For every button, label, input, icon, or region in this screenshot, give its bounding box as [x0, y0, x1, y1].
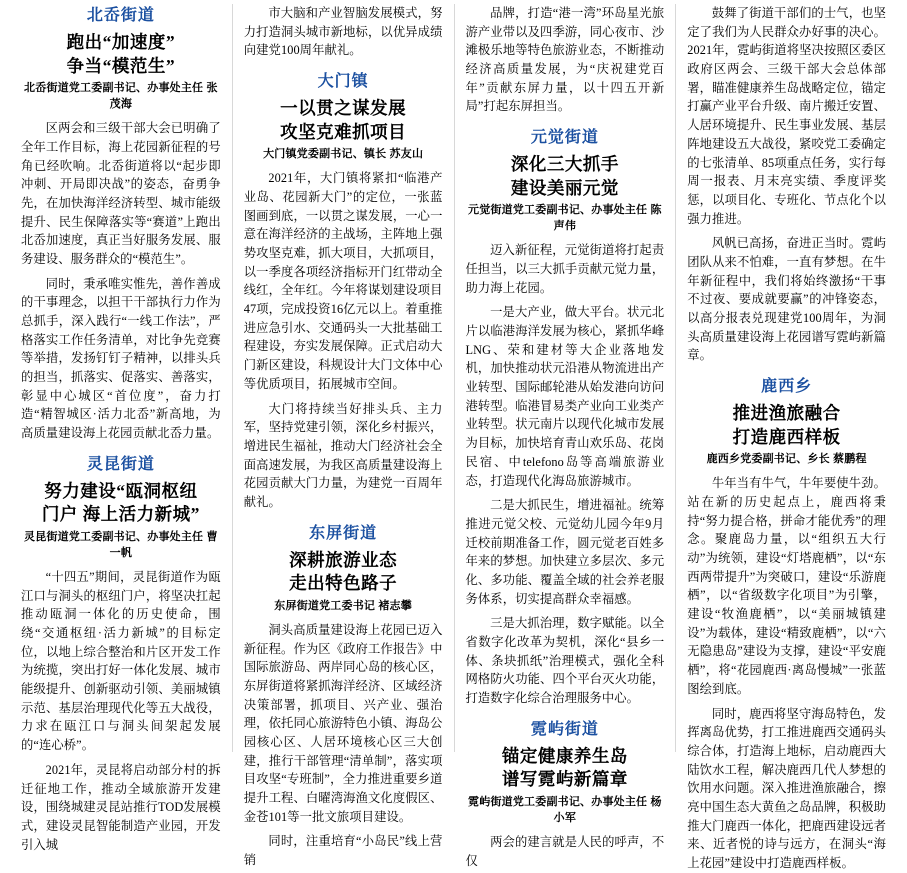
paragraph: 大门将持续当好排头兵、主力军，坚持党建引领，深化乡村振兴，增进民生福祉，推动大门经济社会全面高速发展，为我区高质量建设海上花园贡献大门力量，为建党一百周年献礼。	[243, 401, 443, 509]
article-body	[21, 119, 221, 443]
newspaper-column-2	[232, 4, 454, 868]
headline-line-2: 门户 海上活力新城”	[41, 504, 200, 525]
article-continuation-niyu	[687, 4, 886, 365]
article-headline	[244, 97, 443, 144]
headline-line-1: 深耕旅游业态	[289, 549, 398, 570]
article-headline	[21, 31, 221, 78]
article-byline: 灵昆街道党工委副书记、办事处主任 曹一帆	[24, 531, 218, 559]
headline-line-1: 深化三大抓手	[510, 154, 619, 175]
paragraph: 二是大抓民生，增进福祉。统筹推进元觉父校、元觉幼儿园今年9月迁校前期准备工作，圆元觉老百姓多年来的梦想。加快建立多层次、多元化、多功能、覆盖全域的社会养老服务体系，切实提高群众幸福感。	[465, 498, 665, 606]
article-kicker: 霓屿街道	[530, 720, 599, 738]
newspaper-column-4	[675, 4, 897, 870]
article-dongping	[244, 524, 443, 870]
paragraph: 市大脑和产业智脑发展模式，努力打造洞头城市新地标，以优异成绩向建党100周年献礼。	[243, 6, 443, 58]
headline-line-2: 攻坚克难抓项目	[280, 121, 407, 142]
headline-line-2: 谱写霓屿新篇章	[501, 769, 628, 790]
article-kicker: 北岙街道	[86, 7, 155, 24]
article-lingkun	[21, 455, 221, 854]
article-kicker: 鹿西乡	[761, 378, 813, 396]
headline-line-1: 跑出“加速度”	[66, 32, 176, 52]
article-body	[21, 568, 221, 854]
article-byline: 东屏街道党工委书记 褚志攀	[274, 599, 412, 612]
article-headline	[687, 402, 886, 449]
paragraph: 2021年，大门镇将紧扣“临港产业岛、花园新大门”的定位，一张蓝图画到底，一以贯之谋发展，一心一意在海洋经济的主战场，主阵地上强势攻坚克难，抓大项目，大抓项目，以一季度各项经济指标开门红带动全线红，全年红。今年将谋划建设项目47项，完成投资16亿元以上。着重推进应急引水、交通码头一大批基础工程建设，夯实发展保障。正式启动大门新区建设，科规设计大门文体中心等优质项目，拓展城市空间。	[243, 171, 443, 391]
article-body	[244, 4, 443, 60]
article-kicker: 灵昆街道	[86, 455, 155, 473]
article-byline: 元觉街道党工委副书记、办事处主任 陈声伟	[468, 204, 662, 233]
headline-line-2: 打造鹿西样板	[732, 426, 841, 447]
column-container	[10, 4, 897, 870]
article-continuation-lingkun	[244, 4, 443, 60]
headline-line-1: 一以贯之谋发展	[280, 98, 407, 119]
article-yuanjue	[466, 128, 665, 708]
article-headline	[244, 549, 443, 596]
paragraph: 鼓舞了街道干部们的士气，也坚定了我们为人民群众办好事的决心。2021年，霓屿街道将坚决按照区委区政府区两会、三级干部大会总体部署，瞄准健康养生岛战略定位，锚定打赢产业平台升级、南片搬迁安置、人居环境提升、民生事业发展、基层阵地建设五大战役，紧咬党工委确定的七张清单、85项重点任务，实行每周一报表、月末亮实绩、季度评奖惩，以项目化、专班化、节点化个以强力推进。	[687, 6, 886, 226]
article-kicker: 元觉街道	[530, 129, 599, 147]
paragraph: 2021年，灵昆将启动部分村的拆迁征地工作，推动全域旅游开发建设，围绕城建灵昆站推行TOD发展模式，建设灵昆智能制造产业园，开发引入城	[21, 762, 221, 852]
headline-line-2: 建设美丽元觉	[510, 177, 619, 198]
paragraph: 风帆已高扬，奋进正当时。霓屿团队从来不怕难，一直有梦想。在牛年新征程中，我们将始终激扬“干事不过夜、要成就要赢”的冲锋姿态，以高分报表兑现建党100周年，为洞头高质量建设海上花园谱写霓屿新篇章。	[687, 236, 886, 363]
article-body	[687, 4, 886, 365]
article-kicker: 东屏街道	[309, 524, 378, 542]
article-body	[466, 241, 665, 708]
paragraph: 一是大产业，做大平台。状元北片以临港海洋发展为核心，紧抓华峰LNG、荣和建材等大企业落地发机，加快推动状元沿港从物流进出产业转型、国际邮轮港从始发港向访问港转型。临港冒易类产业向工业类产业转型。状元南片以现代化城市发展为目标，加快培育青山欢乐岛、花岗民宿、中telefono岛等高端旅游业态，打造现代化海岛旅游城市。	[465, 305, 665, 488]
newspaper-column-1	[10, 4, 232, 852]
article-damen	[244, 72, 443, 512]
article-headline	[466, 153, 665, 200]
paragraph: 牛年当有牛气，牛年要使牛劲。站在新的历史起点上，鹿西将秉持“努力提合格，拼命才能优秀”的理念。聚鹿岛力量，以“组织五大行动”为统领，建设“灯塔鹿栖”，以“东西两带提升”为突破口，建设“乐游鹿栖”，以“省级数字化项目”为引擎，建设“牧渔鹿栖”，以“美丽城镇建设”为载体，建设“精致鹿栖”，以“六无隐患岛”建设为支撑，建设“平安鹿栖”，将“花园鹿西·离岛慢城”一张蓝图绘到底。	[687, 476, 886, 696]
paragraph: 三是大抓治理，数字赋能。以全省数字化改革为契机，深化“县乡一体、条块抓纸”治理模式，强化全科网格防火功能、四个平台灭火功能，打造数字化综合治理服务中心。	[465, 616, 665, 706]
article-byline: 鹿西乡党委副书记、乡长 蔡鹏程	[706, 453, 867, 466]
paragraph: 品牌，打造“港一湾”环岛星光旅游产业带以及四季游，同心夜市、沙滩极乐地等特色旅游业态，不断推动经济高质量发展，为“庆祝建党百年”贡献东屏力量，以十四五开新局”打起东屏担当。	[465, 6, 665, 114]
article-luxi	[687, 377, 886, 873]
paragraph: 两会的建言就是人民的呼声，不仅	[465, 834, 665, 868]
paragraph: 迈入新征程，元觉街道将打起责任担当，以三大抓手贡献元觉力量，助力海上花园。	[465, 243, 665, 295]
headline-line-1: 推进渔旅融合	[732, 403, 841, 424]
article-body	[466, 4, 665, 116]
article-body	[687, 474, 886, 872]
paragraph: 区两会和三级干部大会已明确了全年工作目标，海上花园新征程的号角已经吹响。北岙街道将以“起步即冲刺、开局即决战”的姿态，奋勇争先，在加快海洋经济转型、城市能级提升、民生保障落实等“赛道”上跑出北岙加速度，真正当好服务发展、服务建设、服务群众的“模范生”。	[21, 121, 221, 266]
article-byline: 霓屿街道党工委副书记、办事处主任 杨小军	[468, 796, 662, 824]
article-niyu	[466, 720, 665, 871]
newspaper-column-3	[454, 4, 676, 868]
article-beiao	[21, 6, 221, 443]
article-body	[244, 169, 443, 511]
headline-line-2: 争当“模范生”	[66, 55, 176, 76]
paragraph: 洞头高质量建设海上花园已迈入新征程。作为区《政府工作报告》中国际旅游岛、两岸同心岛的核心区，东屏街道将紧抓海洋经济、区域经济决策部署，抓项目、兴产业、强治理，依托同心旅游特色小镇、海岛公园核心区、人居环境核心区三大创建，推行干部管理“清单制”，落实项目攻坚“专班制”，全力推进重要乡道提升工程、白曜湾海渔文化度假区、金苍101等一批文旅项目建设。	[243, 622, 443, 824]
article-body	[244, 621, 443, 870]
article-continuation-dongping	[466, 4, 665, 116]
article-headline	[466, 745, 665, 792]
article-body	[466, 833, 665, 870]
article-byline: 大门镇党委副书记、镇长 苏友山	[263, 148, 424, 161]
paragraph: 同时，鹿西将坚守海岛特色，发挥离岛优势，打工推进鹿西交通码头综合体，打造海上地标，启动鹿西大陆饮水工程，解决鹿西几代人梦想的饮用水问题。深入推进渔旅融合，擦亮中国生态大黄鱼之岛品牌，积极助推大门鹿西一体化，把鹿西建设远者来、近者悦的诗与远方，在洞头“海上花园”建设中打造鹿西样板。	[687, 706, 886, 870]
headline-line-1: 锚定健康养生岛	[501, 745, 628, 766]
article-kicker: 大门镇	[317, 73, 369, 91]
paragraph: 同时，注重培育“小岛民”线上营销	[243, 834, 443, 868]
paragraph: 同时，秉承唯实惟先，善作善成的干事理念，以担干干部执行力作为总抓手，深入践行“一线工作法”，严格落实工作任务清单，对比争先竞赛等举措，发扬钉钉子精神，以排头兵的担当，抓落实、促落实、善落实，彰显中心城区“首位度”，奋力打造“精智城区·活力北岙”新高地，为高质量建设海上花园贡献北岙力量。	[21, 276, 221, 441]
headline-line-2: 走出特色路子	[289, 573, 398, 594]
headline-line-1: 努力建设“瓯洞枢纽	[44, 480, 198, 501]
paragraph: “十四五”期间，灵昆街道作为瓯江口与洞头的枢纽门户，将坚决扛起推动瓯洞一体化的历史使命，围绕“交通枢纽·活力新城”的目标定位，以地上综合整治和片区开发工作为统揽，突出打好一体化发展、城市能级提升、创新驱动引领、美丽城镇示范、基层治理现代化等五大战役，力求在瓯江口与洞头间架起发展的“连心桥”。	[21, 569, 221, 753]
article-byline: 北岙街道党工委副书记、办事处主任 张茂海	[24, 82, 218, 111]
article-headline	[21, 480, 221, 527]
